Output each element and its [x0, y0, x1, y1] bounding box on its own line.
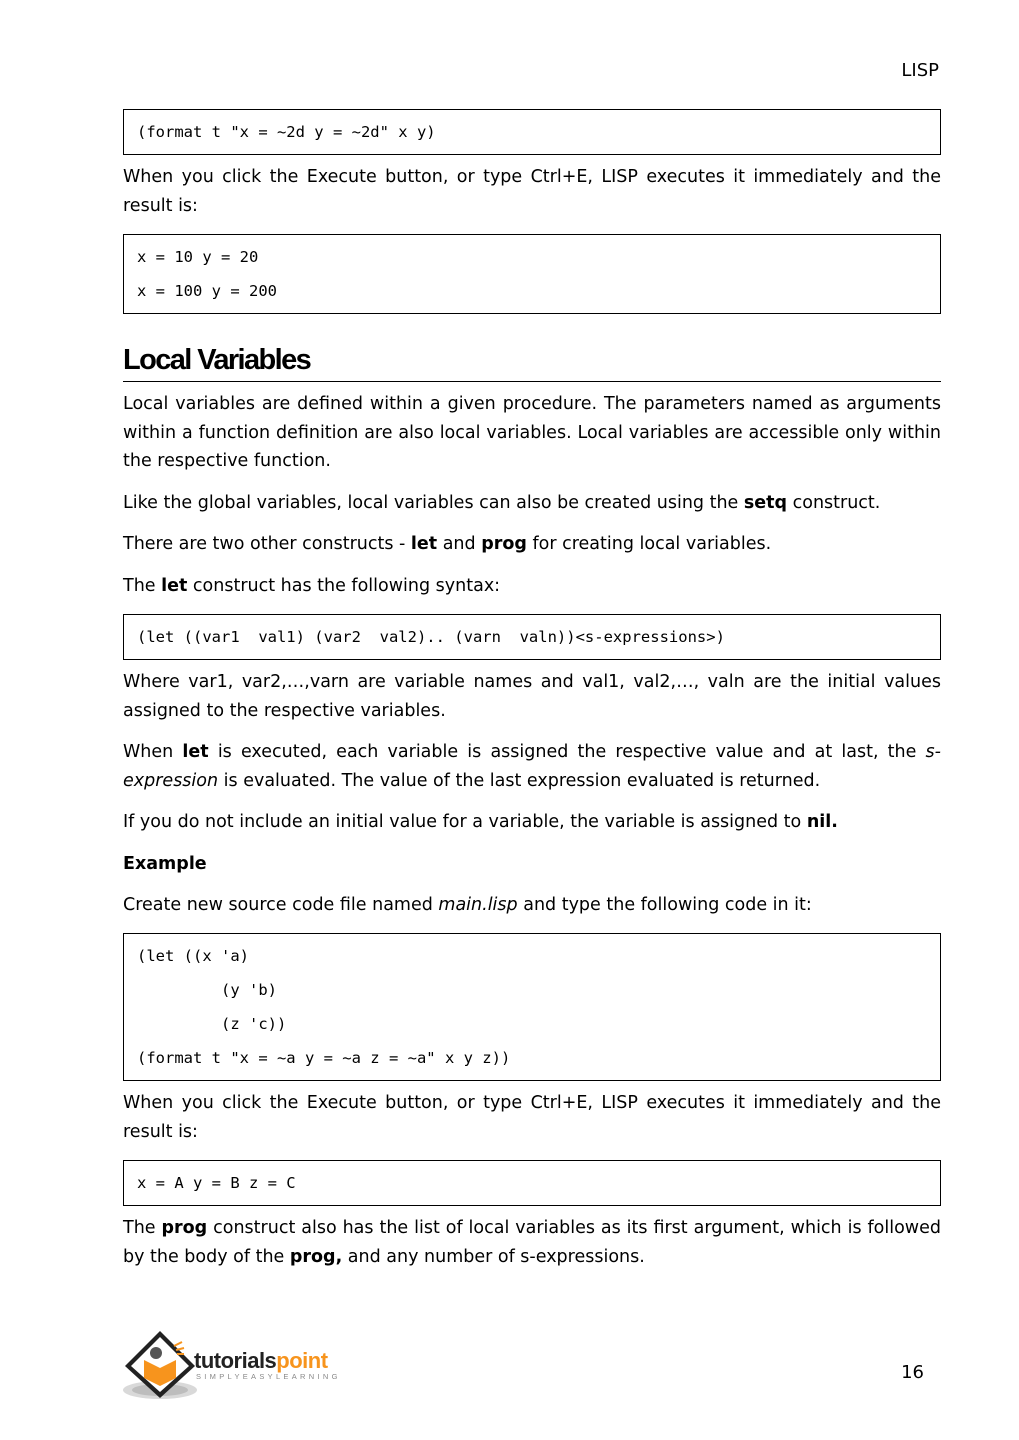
code-line: x = A y = B z = C — [137, 1174, 296, 1192]
keyword-let: let — [182, 742, 209, 762]
text: for creating local variables. — [526, 534, 772, 554]
paragraph-nil — [123, 808, 941, 837]
text: When — [123, 742, 183, 762]
keyword-nil: nil. — [806, 812, 838, 832]
example-heading: Example — [123, 853, 207, 874]
paragraph-local-definition: Local variables are defined within a given procedure. The parameters named as arguments within a function definition are also local variables. Local variables are accessible only within the respective function. — [123, 394, 941, 471]
code-line: (let ((var1 val1) (var2 val2).. (varn valn))<s-expressions>) — [137, 628, 725, 646]
text: construct has the following syntax: — [187, 575, 501, 596]
text: is executed, each variable is assigned the respective value and at last, the — [208, 742, 926, 762]
keyword-prog: prog — [161, 1218, 208, 1238]
page-content — [123, 109, 941, 1271]
section-heading: Local Variables — [123, 344, 941, 382]
text: construct also has the list of local variables as its first argument, which is followed by the body of the — [123, 1218, 941, 1267]
keyword-setq: setq — [743, 492, 788, 513]
code-line: (z 'c)) — [137, 1015, 287, 1033]
code-line: (format t "x = ~2d y = ~2d" x y) — [137, 123, 436, 141]
code-line: (format t "x = ~a y = ~a z = ~a" x y z)) — [137, 1049, 511, 1067]
text: and any number of s-expressions. — [342, 1246, 645, 1267]
code-block-let-syntax — [123, 614, 941, 660]
page-number: 16 — [901, 1362, 924, 1383]
keyword-let: let — [161, 575, 188, 596]
paragraph-create-file — [123, 891, 941, 920]
logo-text-tutorials: tutorials — [194, 1348, 277, 1373]
paragraph-where: Where var1, var2,…,varn are variable names and val1, val2,…, valn are the initial values assigned to the respective variables. — [123, 672, 941, 721]
text: and — [437, 534, 482, 554]
keyword-let: let — [410, 534, 438, 554]
tutorialspoint-logo — [122, 1328, 367, 1403]
code-line: x = 100 y = 200 — [137, 282, 277, 300]
paragraph-execute-result: When you click the Execute button, or type Ctrl+E, LISP executes it immediately and the result is: — [123, 167, 941, 216]
running-header: LISP — [901, 60, 939, 81]
logo-text-point: point — [276, 1348, 328, 1373]
keyword-prog: prog — [481, 534, 527, 554]
logo-tagline: SIMPLYEASYLEARNING — [196, 1372, 341, 1381]
paragraph-when-let — [123, 738, 941, 795]
code-line: (let ((x 'a) — [137, 947, 249, 965]
code-line: x = 10 y = 20 — [137, 248, 259, 266]
keyword-prog: prog, — [289, 1246, 343, 1267]
text: construct. — [787, 492, 881, 513]
paragraph-let-syntax — [123, 572, 941, 601]
filename: main.lisp — [438, 894, 518, 915]
text: If you do not include an initial value for a variable, the variable is assigned to — [123, 812, 807, 832]
text: is evaluated. The value of the last expression evaluated is returned. — [218, 770, 821, 791]
text: There are two other constructs - — [123, 534, 411, 554]
text: and type the following code in it: — [517, 894, 812, 915]
output-block-2 — [123, 1160, 941, 1206]
text: Create new source code file named — [123, 894, 439, 915]
code-block-example — [123, 933, 941, 1081]
paragraph-setq — [123, 489, 941, 518]
paragraph-constructs — [123, 530, 941, 559]
text: Like the global variables, local variables can also be created using the — [123, 492, 744, 513]
code-line: (y 'b) — [137, 981, 277, 999]
text: The — [123, 575, 162, 596]
term-s-expression: s-expression — [123, 742, 941, 791]
text: The — [123, 1218, 162, 1238]
paragraph-execute-result-2: When you click the Execute button, or type Ctrl+E, LISP executes it immediately and the result is: — [123, 1093, 941, 1142]
code-block-format — [123, 109, 941, 155]
paragraph-prog — [123, 1214, 941, 1271]
output-block-1 — [123, 234, 941, 314]
